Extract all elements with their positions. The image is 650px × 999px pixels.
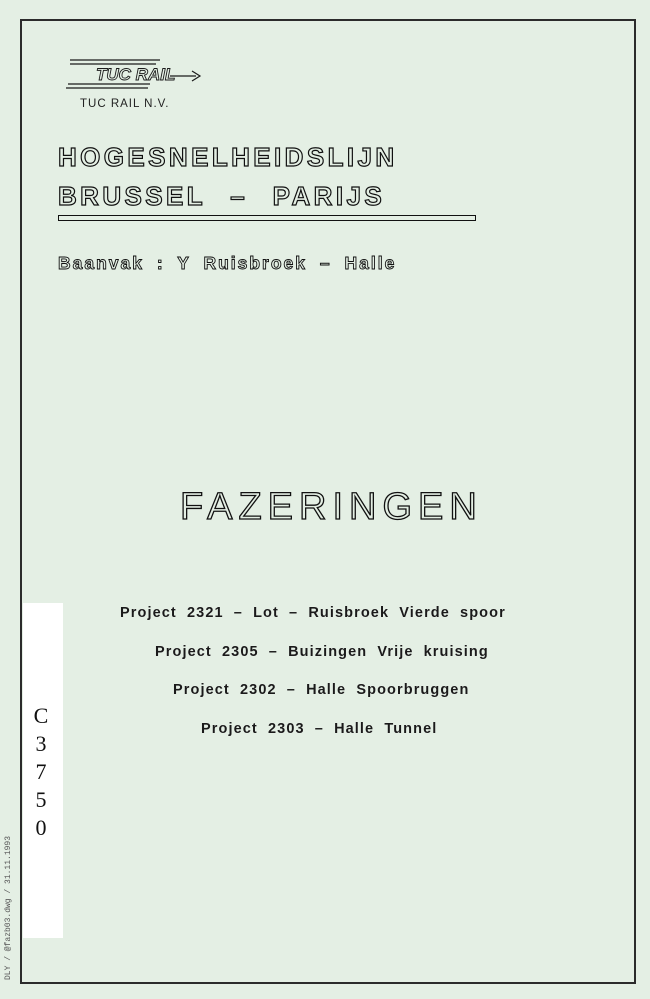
- project-item: Project 2303 – Halle Tunnel: [201, 721, 438, 737]
- drawing-filename: DLY / @fazb03.dwg / 31.11.1993: [4, 835, 13, 980]
- title-line-1: HOGESNELHEIDSLIJN: [58, 142, 398, 172]
- main-heading: [180, 486, 483, 529]
- archive-code-char: 7: [35, 759, 47, 784]
- archive-code-char: 0: [35, 815, 47, 840]
- logo-mark-text: TUC RAIL: [96, 65, 176, 84]
- heading-text: FAZERINGEN: [180, 486, 483, 528]
- title-line-2: BRUSSEL – PARIJS: [58, 181, 386, 211]
- project-item: Project 2302 – Halle Spoorbruggen: [173, 682, 470, 698]
- tuc-rail-logo-icon: [64, 54, 204, 94]
- project-item: Project 2305 – Buizingen Vrije kruising: [155, 644, 489, 660]
- project-item: Project 2321 – Lot – Ruisbroek Vierde spoor: [120, 605, 506, 621]
- archive-code-char: 5: [35, 787, 47, 812]
- archive-code: [32, 702, 50, 842]
- company-name: TUC RAIL N.V.: [80, 98, 170, 110]
- section-text: Baanvak : Y Ruisbroek – Halle: [58, 253, 397, 273]
- title-underline: [58, 215, 476, 221]
- archive-code-char: 3: [35, 731, 47, 756]
- section-label: [58, 253, 396, 274]
- archive-code-char: C: [33, 703, 49, 728]
